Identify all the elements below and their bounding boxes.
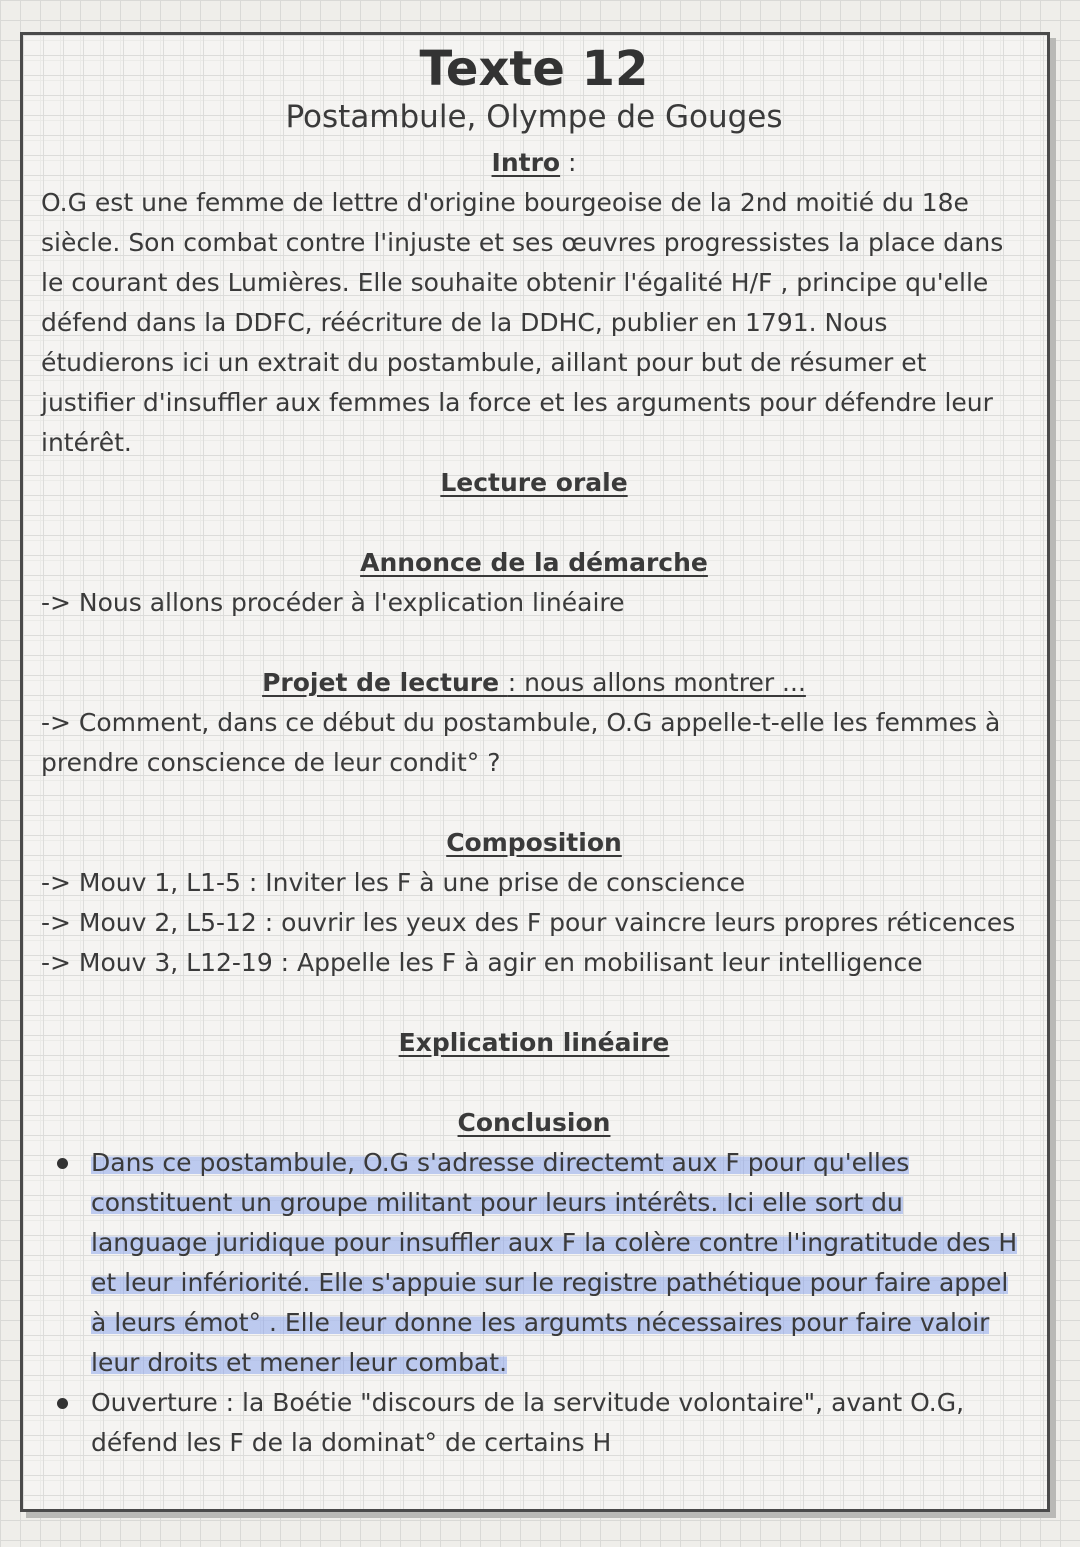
projet-text: -> Comment, dans ce début du postambule, O.G appelle-t-elle les femmes à prendre conscience de leur condit° ? [41,708,1001,777]
conclusion-heading-label: Conclusion [457,1108,611,1137]
note-page [20,32,1050,1512]
conclusion-heading [41,1103,1027,1143]
intro-paragraph: O.G est une femme de lettre d'origine bourgeoise de la 2nd moitié du 18e siècle. Son combat contre l'injuste et ses œuvres progressistes la place dans le courant des Lumières. Elle souhaite obtenir l'égalité H/F , principe qu'elle défend dans la DDFC, réécriture de la DDHC, publier en 1791. Nous étudierons ici un extrait du postambule, aillant pour but de résumer et justifier d'insuffler aux femmes la force et les arguments pour défendre leur intérêt. [41,188,1004,457]
page-title: Texte 12 [419,41,649,97]
annonce-text: -> Nous allons procéder à l'explication linéaire [41,588,625,617]
conclusion-bullet: Ouverture : la Boétie "discours de la servitude volontaire", avant O.G, défend les F de la dominat° de certains H [91,1383,1027,1463]
composition-heading-label: Composition [446,828,622,857]
page-subtitle: Postambule, Olympe de Gouges [285,99,783,135]
projet-heading-label: Projet de lecture [262,668,508,697]
annonce-heading [41,543,1027,583]
intro-heading [41,143,1027,183]
explication-heading-label: Explication linéaire [398,1028,670,1057]
composition-item: -> Mouv 1, L1-5 : Inviter les F à une prise de conscience [41,868,746,897]
composition-heading [41,823,1027,863]
conclusion-list [41,1143,1027,1463]
explication-heading [41,1023,1027,1063]
intro-heading-label: Intro [491,148,561,177]
conclusion-bullet-text: Dans ce postambule, O.G s'adresse directemt aux F pour qu'elles constituent un groupe militant pour leurs intérêts. Ici elle sort du language juridique pour insuffler aux F la colère contre l'ingratitude des H et leur infériorité. Elle s'appuie sur le registre pathétique pour faire appel à leurs émot° . Elle leur donne les argumts nécessaires pour faire valoir leur droits et mener leur combat. [91,1148,1018,1377]
composition-item: -> Mouv 2, L5-12 : ouvrir les yeux des F pour vaincre leurs propres réticences [41,908,1016,937]
lecture-heading-label: Lecture orale [440,468,628,497]
intro-heading-colon: : [560,148,577,177]
conclusion-bullet [91,1143,1027,1383]
annonce-heading-label: Annonce de la démarche [360,548,708,577]
lecture-heading [41,463,1027,503]
composition-item: -> Mouv 3, L12-19 : Appelle les F à agir en mobilisant leur intelligence [41,948,923,977]
projet-heading-rest: : nous allons montrer ... [507,668,806,697]
projet-heading [41,663,1027,703]
